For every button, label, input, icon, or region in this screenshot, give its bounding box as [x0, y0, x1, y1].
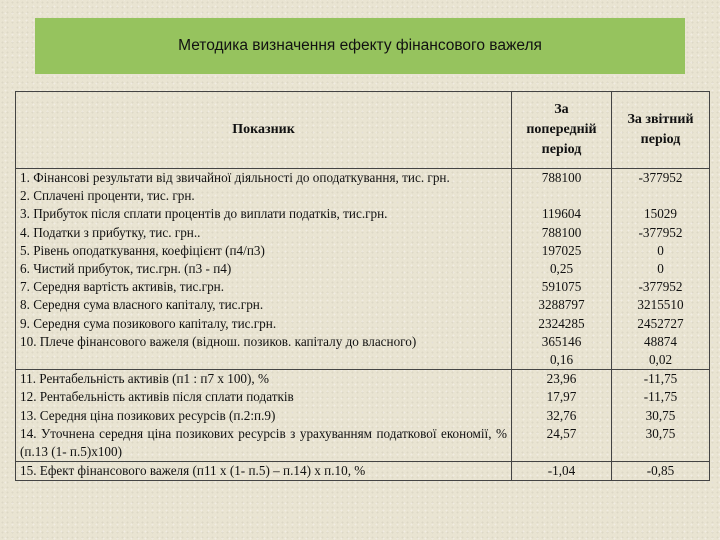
- header-cur-line: період: [640, 132, 681, 147]
- header-prev-line: попередній: [526, 122, 597, 137]
- previous-values-cell: [512, 370, 612, 462]
- current-value: -377952: [638, 170, 683, 185]
- header-cur-line: За звітний: [627, 112, 694, 127]
- header-prev-line: період: [541, 142, 582, 157]
- indicator-label: 3. Прибуток після сплати процентів до виплати податків, тис.грн.: [20, 206, 388, 222]
- value-spacer: [516, 187, 607, 205]
- table-row-group-2: [16, 370, 710, 462]
- previous-value: 0,25: [549, 261, 574, 276]
- header-row: [16, 92, 710, 169]
- current-value: -11,75: [643, 371, 678, 387]
- indicator-label: 9. Середня сума позикового капіталу, тис.грн.: [20, 315, 277, 331]
- current-value: -0,85: [646, 463, 675, 479]
- current-values-cell: [612, 462, 710, 481]
- indicator-label: 8. Середня сума власного капіталу, тис.грн.: [20, 297, 264, 313]
- current-value: 3215510: [637, 297, 684, 313]
- previous-value: 23,96: [546, 371, 577, 387]
- current-value: -11,75: [643, 389, 678, 405]
- previous-value: 2324285: [538, 315, 585, 331]
- previous-values-cell: [512, 169, 612, 370]
- previous-value: 0,16: [549, 352, 574, 368]
- indicator-cell: [16, 462, 512, 481]
- current-value: 30,75: [645, 425, 676, 441]
- previous-value: 365146: [541, 333, 582, 349]
- indicator-cell: [16, 370, 512, 462]
- indicator-label: 4. Податки з прибутку, тис. грн..: [20, 224, 201, 240]
- indicators-table: [15, 91, 710, 481]
- indicator-label: 14. Уточнена середня ціна позикових ресурсів з урахуванням податкової економії, % (п.13 (1- п.5)х100): [20, 425, 507, 460]
- current-values-cell: [612, 370, 710, 462]
- header-current-period: [612, 92, 710, 169]
- current-value: -377952: [638, 279, 683, 295]
- previous-value: 32,76: [546, 407, 577, 423]
- previous-value: 119604: [541, 206, 582, 222]
- previous-value: 788100: [541, 170, 582, 185]
- indicator-label: 2. Сплачені проценти, тис. грн.: [20, 188, 195, 204]
- current-value: -377952: [638, 224, 683, 240]
- indicator-label: 5. Рівень оподаткування, коефіцієнт (п4/п3): [20, 242, 265, 258]
- previous-value: 17,97: [546, 389, 577, 405]
- indicator-label: 1. Фінансові результати від звичайної діяльності до оподаткування, тис. грн.: [20, 170, 450, 185]
- previous-value: 197025: [541, 242, 582, 258]
- indicator-label: 10. Плече фінансового важеля (віднош. позиков. капіталу до власного): [20, 333, 417, 349]
- previous-values-cell: [512, 462, 612, 481]
- current-values-cell: [612, 169, 710, 370]
- table-row-group-1: [16, 169, 710, 370]
- header-prev-line: За: [554, 102, 569, 117]
- page-title: Методика визначення ефекту фінансового важеля: [178, 37, 542, 54]
- header-indicator: Показник: [16, 92, 512, 169]
- previous-value: 3288797: [538, 297, 585, 313]
- previous-value: 24,57: [546, 425, 577, 441]
- indicator-label: 11. Рентабельність активів (п1 : п7 х 100), %: [20, 371, 269, 387]
- value-spacer: [616, 187, 705, 205]
- current-value: 0: [657, 242, 664, 258]
- current-value: 2452727: [637, 315, 684, 331]
- current-value: 48874: [644, 333, 677, 349]
- indicator-label: 6. Чистий прибуток, тис.грн. (п3 - п4): [20, 261, 232, 277]
- indicator-label: 7. Середня вартість активів, тис.грн.: [20, 279, 225, 295]
- table-row-final: [16, 462, 710, 481]
- header-previous-period: [512, 92, 612, 169]
- title-banner: [35, 18, 685, 74]
- current-value: 0,02: [648, 352, 673, 368]
- current-value: 0: [657, 261, 664, 276]
- indicator-label: 13. Середня ціна позикових ресурсів (п.2:п.9): [20, 407, 276, 423]
- previous-value: 591075: [541, 279, 582, 295]
- current-value: 30,75: [645, 407, 676, 423]
- current-value: 15029: [644, 206, 677, 222]
- indicator-label: 15. Ефект фінансового важеля (п11 х (1- п.5) – п.14) х п.10, %: [20, 463, 366, 479]
- previous-value: 788100: [541, 224, 582, 240]
- indicator-cell: [16, 169, 512, 370]
- indicator-label: 12. Рентабельність активів після сплати податків: [20, 389, 294, 405]
- previous-value: -1,04: [547, 463, 576, 479]
